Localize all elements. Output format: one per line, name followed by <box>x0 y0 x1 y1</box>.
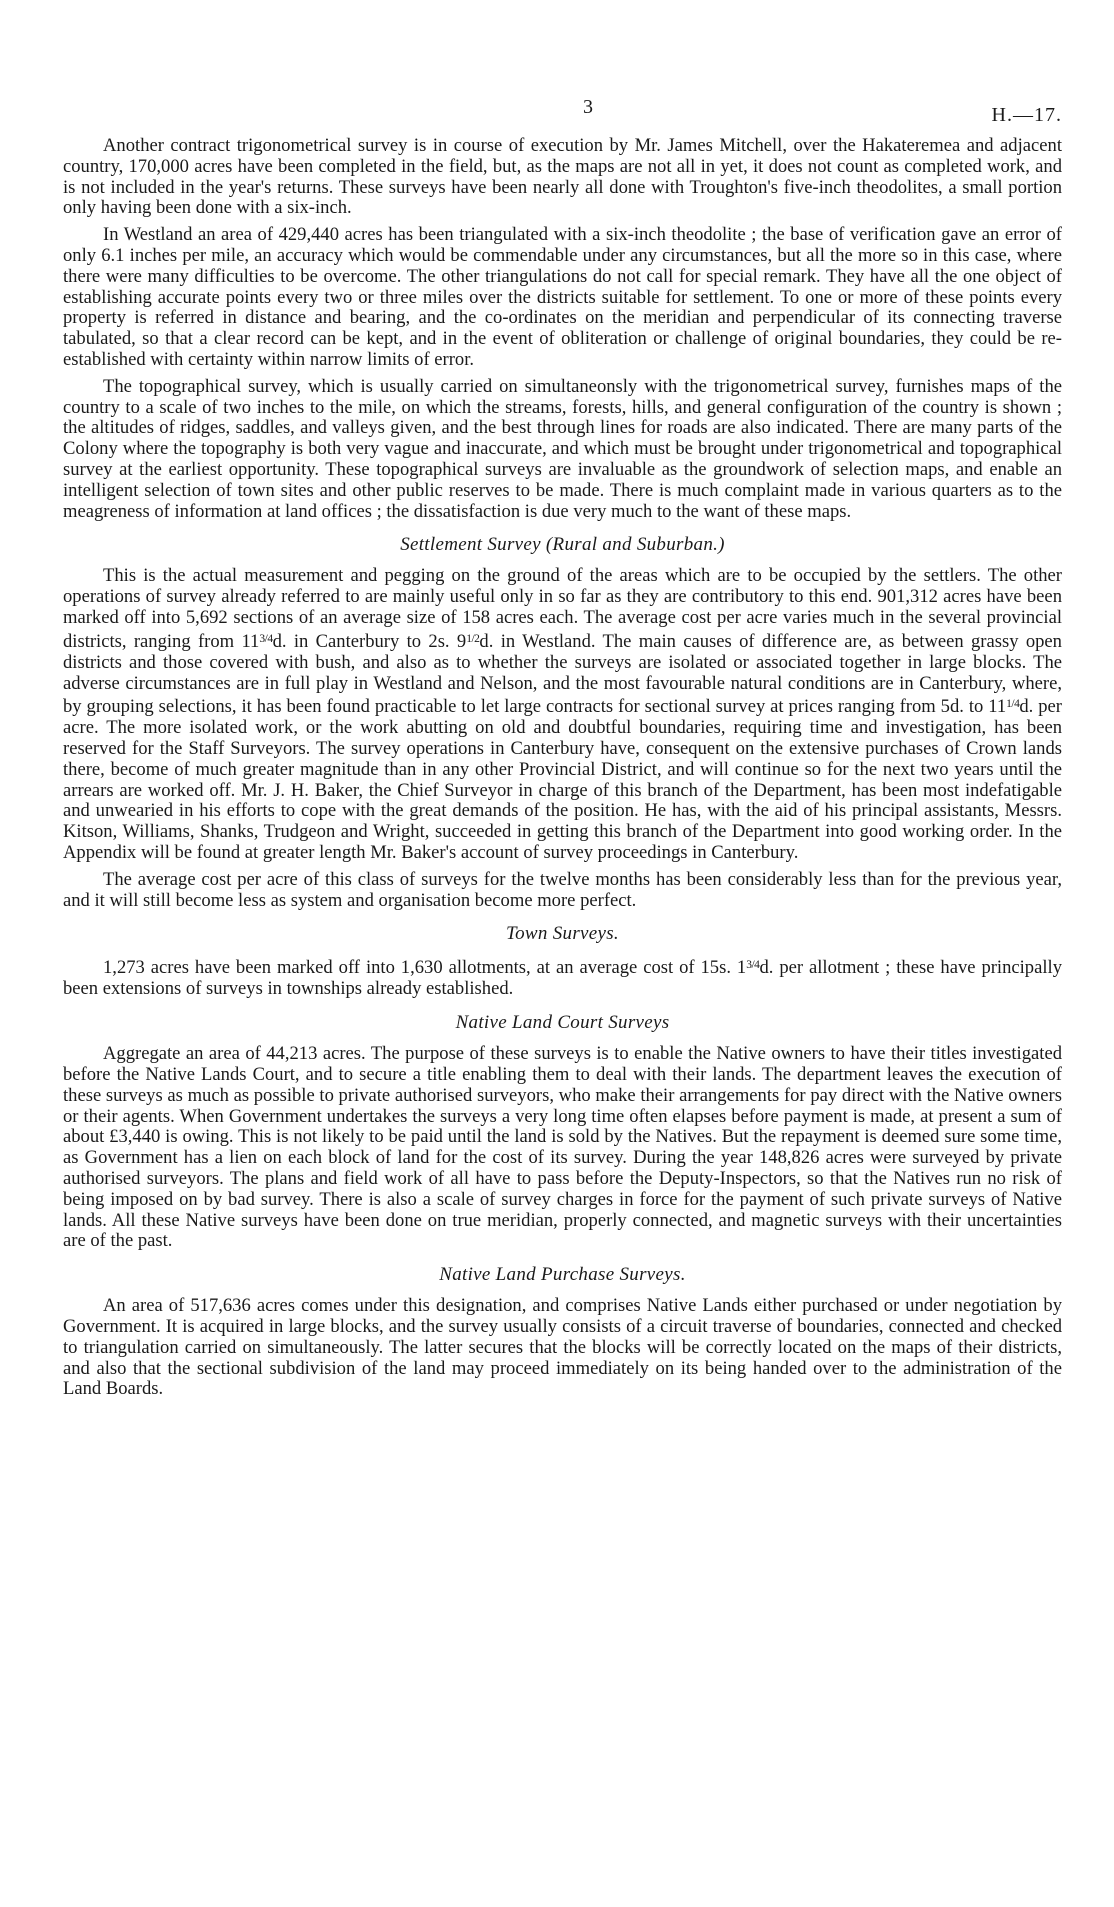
fraction-one-quarter: 1/4 <box>1006 698 1020 711</box>
paragraph-settlement-survey <box>63 566 1062 864</box>
town-text-part-2: d. per allotment ; these have principally been extensions of surveys in townships already established. <box>63 957 1062 1000</box>
settlement-text-part-3: d. in Westland. The main causes of difference are, as between grassy open districts and those covered with bush, and also as to whether the surveys are isolated or associated together in large blocks. The adverse circumstances are in full play in Westland and Nelson, and the most favourable natural conditions are in Canterbury, where, by grouping selections, it has been found practicable to let large contracts for sectional survey at prices ranging from 5d. to 11 <box>63 630 1062 718</box>
paragraph-topographical-survey: The topographical survey, which is usually carried on simultaneonsly with the trigonometrical survey, furnishes maps of the country to a scale of two inches to the mile, on which the streams, forests, hills, and general configuration of the country is shown ; the altitudes of ridges, saddles, and valleys given, and the best through lines for roads are also indicated. There are many parts of the Colony where the topography is both very vague and inaccurate, and which must be brought under trigonometrical and topographical survey at the earliest opportunity. These topographical surveys are invaluable as the groundwork of selection maps, and enable an intelligent selection of town sites and other public reserves to be made. There is much complaint made in various quarters as to the meagreness of information at land offices ; the dissatisfaction is due very much to the want of these maps. <box>63 375 1062 522</box>
settlement-text-part-4: d. per acre. The more isolated work, or the work abutting on old and doubtful boundaries, requiring time and investigation, has been reserved for the Staff Surveyors. The survey operations in Canterbury have, consequent on the extensive purchases of Crown lands there, become of much greater magnitude than in any other Provincial District, and will continue so for the next two years until the arrears are worked off. Mr. J. H. Baker, the Chief Surveyor in charge of this branch of the Department, has been most indefatigable and unwearied in his efforts to cope with the great demands of the position. He has, with the aid of his principal assistants, Messrs. Kitson, Williams, Shanks, Trudgeon and Wright, succeeded in getting this branch of the Department into good working order. In the Appendix will be found at greater length Mr. Baker's account of survey proceedings in Canterbury. <box>63 696 1062 864</box>
fraction-three-quarters: 3/4 <box>259 632 273 645</box>
paragraph-settlement-average-cost: The average cost per acre of this class of surveys for the twelve months has been considerably less than for the previous year, and it will still become less as system and organisation become more perfect. <box>63 868 1062 911</box>
paragraph-mitchell-contract: Another contract trigonometrical survey is in course of execution by Mr. James Mitchell, over the Hakateremea and adjacent country, 170,000 acres have been completed in the field, but, as the maps are not all in yet, it does not count as completed work, and is not included in the year's returns. These surveys have been nearly all done with Troughton's five-inch theodolites, a small portion only having been done with a six-inch. <box>63 135 1062 219</box>
paragraph-native-land-purchase: An area of 517,636 acres comes under this designation, and comprises Native Lands either purchased or under negotiation by Government. It is acquired in large blocks, and the survey usually consists of a circuit traverse of boundaries, connected and checked to triangulation carried on simultaneously. The latter secures that the blocks will be correctly located on the maps of their districts, and also that the sectional subdivision of the land may proceed immediately on its being handed over to the administration of the Land Boards. <box>63 1295 1062 1400</box>
document-reference: H.—17. <box>991 104 1062 126</box>
document-page <box>63 96 1062 1406</box>
fraction-three-quarters: 3/4 <box>746 959 760 972</box>
paragraph-westland-triangulation: In Westland an area of 429,440 acres has been triangulated with a six-inch theodolite ; the base of verification gave an error of only 6.1 inches per mile, an accuracy which would be commendable under any circumstances, but all the more so in this case, where there were many difficulties to be overcome. The other triangulations do not call for special remark. They have all the one object of establishing accurate points every two or three miles over the districts suitable for settlement. To one or more of these points every property is referred in distance and bearing, and the co-ordinates on the meridian and perpendicular of its connecting traverse tabulated, so that a clear record can be kept, and in the event of obliteration or challenge of original boundaries, they could be re-established with certainty within narrow limits of error. <box>63 224 1062 370</box>
heading-settlement-survey: Settlement Survey (Rural and Suburban.) <box>400 534 725 556</box>
page-number: 3 <box>583 96 593 118</box>
heading-native-land-court-surveys: Native Land Court Surveys <box>455 1012 670 1034</box>
heading-town-surveys: Town Surveys. <box>506 923 619 945</box>
town-text-part-1: 1,273 acres have been marked off into 1,630 allotments, at an average cost of 15s. 1 <box>103 957 747 979</box>
running-header <box>63 96 1062 136</box>
paragraph-native-land-court: Aggregate an area of 44,213 acres. The purpose of these surveys is to enable the Native owners to have their titles investigated before the Native Lands Court, and to secure a title enabling them to deal with their lands. The department leaves the execution of these surveys as much as possible to private authorised surveyors, who make their arrangements for pay direct with the Native owners or their agents. When Government undertakes the surveys a very long time often elapses before payment is made, at present a sum of about £3,440 is owing. This is not likely to be paid until the land is sold by the Natives. But the repayment is deemed sure some time, as Government has a lien on each block of land for the cost of its survey. During the year 148,826 acres were surveyed by private authorised surveyors. The plans and field work of all have to pass before the Deputy-Inspectors, so that the Natives run no risk of being imposed on by bad survey. There is also a scale of survey charges in force for the payment of such private surveys of Native lands. All these Native surveys have been done on true meridian, properly connected, and magnetic surveys with their uncertainties are of the past. <box>63 1043 1062 1252</box>
fraction-one-half: 1/2 <box>466 632 480 645</box>
paragraph-town-surveys <box>63 955 1062 1000</box>
heading-native-land-purchase-surveys: Native Land Purchase Surveys. <box>439 1264 686 1286</box>
settlement-text-part-1: This is the actual measurement and pegging on the ground of the areas which are to be occupied by the settlers. The other operations of survey already referred to are mainly useful only in so far as they are contributory to this end. 901,312 acres have been marked off into 5,692 sections of an average size of 158 acres each. The average cost per acre varies much in the several provincial districts, ranging from 11 <box>63 565 1062 652</box>
settlement-text-part-2: d. in Canterbury to 2s. 9 <box>272 630 467 652</box>
